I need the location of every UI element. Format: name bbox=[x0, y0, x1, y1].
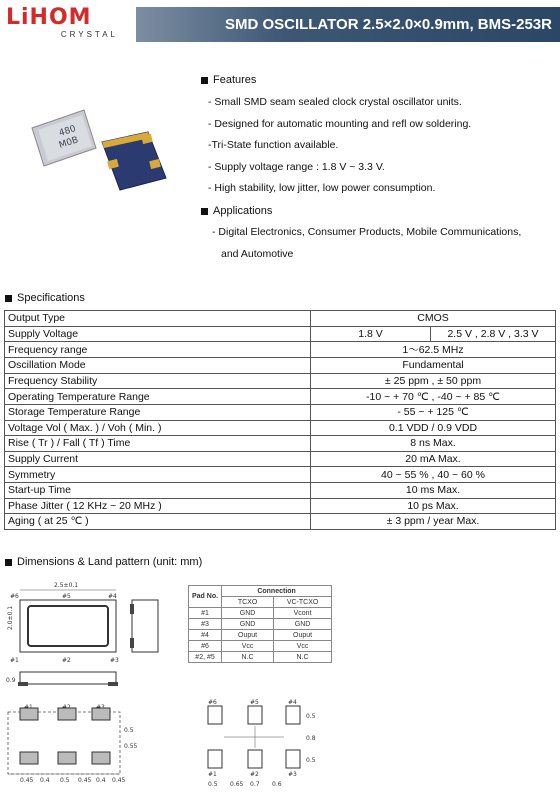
connection-table bbox=[188, 585, 332, 663]
dimension-label: 2.0±0.1 bbox=[7, 605, 14, 630]
pin-label: #4 bbox=[288, 699, 297, 706]
logo-text: LiHOM bbox=[6, 5, 92, 30]
table-cell: Connection bbox=[222, 586, 332, 597]
dimension-label: 0.4 bbox=[40, 777, 50, 784]
table-cell: 1.8 V bbox=[311, 326, 431, 342]
dimension-label: 0.65 bbox=[230, 781, 244, 788]
table-cell: Ouput bbox=[222, 630, 274, 641]
table-cell: Operating Temperature Range bbox=[5, 389, 311, 405]
pin-label: #3 bbox=[288, 771, 297, 778]
table-cell: Frequency Stability bbox=[5, 373, 311, 389]
table-cell: - 55 ~ + 125 ℃ bbox=[311, 404, 556, 420]
table-cell: ± 25 ppm , ± 50 ppm bbox=[311, 373, 556, 389]
table-row bbox=[5, 436, 556, 452]
company-logo bbox=[6, 6, 126, 46]
table-cell: Start-up Time bbox=[5, 482, 311, 498]
table-cell: GND bbox=[222, 608, 274, 619]
table-row bbox=[189, 641, 332, 652]
table-row bbox=[5, 358, 556, 374]
pin-label: #5 bbox=[250, 699, 259, 706]
table-row bbox=[189, 630, 332, 641]
logo-subtext: CRYSTAL bbox=[60, 30, 118, 39]
table-cell: Phase Jitter ( 12 KHz ~ 20 MHz ) bbox=[5, 498, 311, 514]
table-cell: Pad No. bbox=[189, 586, 222, 608]
table-cell: 8 ns Max. bbox=[311, 436, 556, 452]
table-cell: ± 3 ppm / year Max. bbox=[311, 514, 556, 530]
table-cell: Ouput bbox=[274, 630, 332, 641]
table-cell: Aging ( at 25 ℃ ) bbox=[5, 514, 311, 530]
list-item: - High stability, low jitter, low power consumption. bbox=[208, 182, 436, 194]
table-cell: 40 ~ 55 % , 40 ~ 60 % bbox=[311, 467, 556, 483]
dimension-label: 0.8 bbox=[306, 735, 316, 742]
table-cell: 0.1 VDD / 0.9 VDD bbox=[311, 420, 556, 436]
dimension-label: 0.7 bbox=[250, 781, 260, 788]
table-cell: #4 bbox=[189, 630, 222, 641]
table-cell: Rise ( Tr ) / Fall ( Tf ) Time bbox=[5, 436, 311, 452]
dimension-label: 0.5 bbox=[208, 781, 218, 788]
product-marking-2: M0B bbox=[57, 135, 80, 151]
table-cell: 1～62.5 MHz bbox=[311, 342, 556, 358]
pin-label: #1 bbox=[10, 657, 19, 664]
table-cell: Symmetry bbox=[5, 467, 311, 483]
table-cell: Fundamental bbox=[311, 358, 556, 374]
table-cell: -10 ~ + 70 ℃ , -40 ~ + 85 ℃ bbox=[311, 389, 556, 405]
table-row bbox=[189, 586, 332, 597]
table-cell: N.C bbox=[274, 652, 332, 663]
table-row bbox=[5, 404, 556, 420]
table-cell: Supply Voltage bbox=[5, 326, 311, 342]
table-row bbox=[189, 652, 332, 663]
dimension-label: 0.45 bbox=[78, 777, 92, 784]
table-row bbox=[5, 389, 556, 405]
pin-label: #6 bbox=[10, 593, 19, 600]
table-cell: #3 bbox=[189, 619, 222, 630]
pin-label: #6 bbox=[208, 699, 217, 706]
list-item: - Digital Electronics, Consumer Products, Mobile Communications, bbox=[212, 226, 522, 238]
table-row bbox=[5, 420, 556, 436]
table-cell: 10 ms Max. bbox=[311, 482, 556, 498]
dimension-label: 0.5 bbox=[60, 777, 70, 784]
dimensions-heading: Dimensions & Land pattern (unit: mm) bbox=[5, 556, 202, 568]
pin-label: #4 bbox=[108, 593, 117, 600]
table-cell: 20 mA Max. bbox=[311, 451, 556, 467]
table-row bbox=[5, 498, 556, 514]
dimension-label: 0.4 bbox=[96, 777, 106, 784]
table-row bbox=[189, 608, 332, 619]
table-row bbox=[189, 619, 332, 630]
table-cell: TCXO bbox=[222, 597, 274, 608]
table-row bbox=[5, 482, 556, 498]
dimension-label: 0.5 bbox=[306, 757, 316, 764]
table-cell: 2.5 V , 2.8 V , 3.3 V bbox=[431, 326, 556, 342]
table-cell: Vcont bbox=[274, 608, 332, 619]
table-cell: #2, #5 bbox=[189, 652, 222, 663]
dimension-label: 0.5 bbox=[124, 727, 134, 734]
table-row bbox=[5, 342, 556, 358]
table-cell: #6 bbox=[189, 641, 222, 652]
dimension-label: 0.45 bbox=[112, 777, 126, 784]
specifications-table bbox=[4, 310, 556, 530]
table-row bbox=[5, 326, 556, 342]
list-item: -Tri-State function available. bbox=[208, 139, 339, 151]
list-item: - Designed for automatic mounting and refl ow soldering. bbox=[208, 118, 472, 130]
features-heading: Features bbox=[201, 74, 256, 86]
table-row bbox=[5, 311, 556, 327]
table-cell: Storage Temperature Range bbox=[5, 404, 311, 420]
product-marking-1: 480 bbox=[57, 124, 78, 139]
list-item: - Supply voltage range : 1.8 V ~ 3.3 V. bbox=[208, 161, 385, 173]
table-cell: GND bbox=[274, 619, 332, 630]
pin-label: #5 bbox=[62, 593, 71, 600]
table-row bbox=[5, 451, 556, 467]
applications-heading: Applications bbox=[201, 205, 272, 217]
page-title: SMD OSCILLATOR 2.5×2.0×0.9mm, BMS-253R bbox=[136, 7, 560, 42]
specifications-heading: Specifications bbox=[5, 292, 85, 304]
list-item: and Automotive bbox=[221, 248, 294, 260]
top-view-drawing bbox=[0, 578, 180, 696]
table-cell: CMOS bbox=[311, 311, 556, 327]
product-photo bbox=[24, 100, 184, 200]
bullet-square-icon bbox=[201, 208, 208, 215]
table-row bbox=[5, 514, 556, 530]
pin-label: #2 bbox=[62, 657, 71, 664]
table-cell: Voltage Vol ( Max. ) / Voh ( Min. ) bbox=[5, 420, 311, 436]
bullet-square-icon bbox=[201, 77, 208, 84]
table-cell: Frequency range bbox=[5, 342, 311, 358]
bottom-view-drawing bbox=[0, 700, 150, 790]
table-row bbox=[5, 373, 556, 389]
bullet-square-icon bbox=[5, 295, 12, 302]
bullet-square-icon bbox=[5, 559, 12, 566]
table-cell: Oscillation Mode bbox=[5, 358, 311, 374]
table-cell: GND bbox=[222, 619, 274, 630]
list-item: - Small SMD seam sealed clock crystal oscillator units. bbox=[208, 96, 462, 108]
dimension-label: 0.9 bbox=[6, 677, 16, 684]
table-cell: N.C bbox=[222, 652, 274, 663]
pin-label: #3 bbox=[110, 657, 119, 664]
table-cell: VC-TCXO bbox=[274, 597, 332, 608]
dimension-label: 0.5 bbox=[306, 713, 316, 720]
dimension-label: 2.5±0.1 bbox=[54, 582, 79, 589]
table-cell: Vcc bbox=[274, 641, 332, 652]
dimension-label: 0.6 bbox=[272, 781, 282, 788]
table-row bbox=[5, 467, 556, 483]
table-cell: #1 bbox=[189, 608, 222, 619]
dimension-label: 0.55 bbox=[124, 743, 138, 750]
table-cell: Supply Current bbox=[5, 451, 311, 467]
table-cell: 10 ps Max. bbox=[311, 498, 556, 514]
dimension-label: 0.45 bbox=[20, 777, 34, 784]
pin-label: #1 bbox=[208, 771, 217, 778]
table-cell: Vcc bbox=[222, 641, 274, 652]
table-cell: Output Type bbox=[5, 311, 311, 327]
land-pattern-drawing bbox=[196, 696, 326, 790]
pin-label: #2 bbox=[250, 771, 259, 778]
